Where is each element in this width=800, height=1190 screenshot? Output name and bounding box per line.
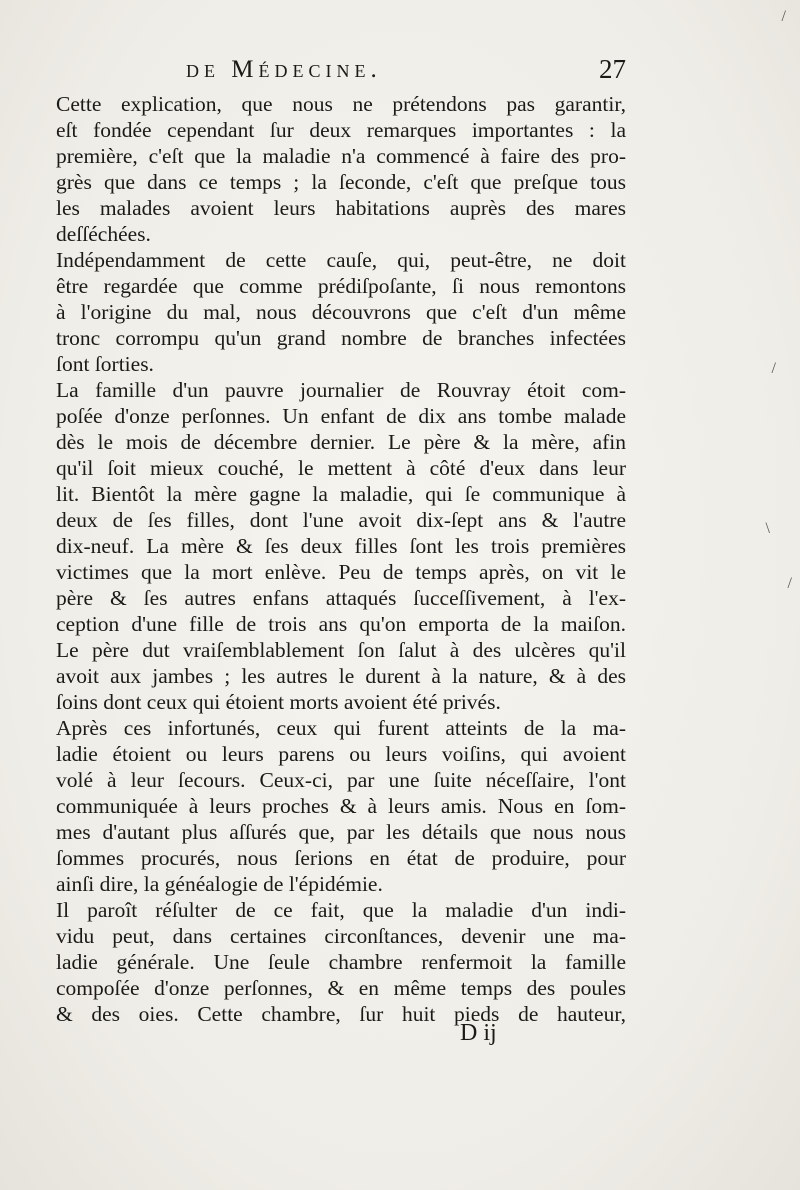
text-line: Cette explication, que nous ne prétendons pas garantir, <box>56 92 626 116</box>
text-line: mes d'autant plus aſſurés que, par les détails que nous nous <box>56 820 626 844</box>
text-line: deux de ſes filles, dont l'une avoit dix-ſept ans & l'autre <box>56 508 626 532</box>
text-line: ſoins dont ceux qui étoient morts avoient été privés. <box>56 690 501 714</box>
text-line: ception d'une fille de trois ans qu'on emporta de la maiſon. <box>56 612 626 636</box>
text-line: eſt fondée cependant ſur deux remarques importantes : la <box>56 118 626 142</box>
text-line: ladie étoient ou leurs parens ou leurs voiſins, qui avoient <box>56 742 626 766</box>
text-line: à l'origine du mal, nous découvrons que c'eſt d'un même <box>56 300 626 324</box>
text-line: communiquée à leurs proches & à leurs amis. Nous en ſom- <box>56 794 626 818</box>
text-line: père & ſes autres enfans attaqués ſucceſſivement, à l'ex- <box>56 586 626 610</box>
edge-mark: / <box>787 575 792 592</box>
text-line: être regardée que comme prédiſpoſante, ſi nous remontons <box>56 274 626 298</box>
page-number: 27 <box>599 54 626 84</box>
text-line: ſommes procurés, nous ſerions en état de produire, pour <box>56 846 626 870</box>
running-head: de Médecine. <box>186 56 382 83</box>
text-line: compoſée d'onze perſonnes, & en même temps des poules <box>56 976 626 1000</box>
edge-mark: \ <box>765 520 770 537</box>
text-line: ainſi dire, la généalogie de l'épidémie. <box>56 872 383 896</box>
text-line: première, c'eſt que la maladie n'a commencé à faire des pro- <box>56 144 626 168</box>
text-line: Indépendamment de cette cauſe, qui, peut-être, ne doit <box>56 248 626 272</box>
text-line: Après ces infortunés, ceux qui furent atteints de la ma- <box>56 716 626 740</box>
text-line: les malades avoient leurs habitations auprès des mares <box>56 196 626 220</box>
text-line: victimes que la mort enlève. Peu de temps après, on vit le <box>56 560 626 584</box>
text-line: & des oies. Cette chambre, ſur huit pieds de hauteur, <box>56 1002 626 1026</box>
text-line: La famille d'un pauvre journalier de Rouvray étoit com- <box>56 378 626 402</box>
text-line: volé à leur ſecours. Ceux-ci, par une ſuite néceſſaire, l'ont <box>56 768 626 792</box>
text-line: Il paroît réſulter de ce fait, que la maladie d'un indi- <box>56 898 626 922</box>
text-line: deſſéchées. <box>56 222 151 246</box>
text-line: avoit aux jambes ; les autres le durent à la nature, & à des <box>56 664 626 688</box>
edge-mark: / <box>771 360 776 377</box>
text-line: qu'il ſoit mieux couché, le mettent à côté d'eux dans leur <box>56 456 626 480</box>
text-line: dès le mois de décembre dernier. Le père & la mère, afin <box>56 430 626 454</box>
text-line: grès que dans ce temps ; la ſeconde, c'eſt que preſque tous <box>56 170 626 194</box>
body-text <box>56 91 626 1027</box>
text-line: ladie générale. Une ſeule chambre renfermoit la famille <box>56 950 626 974</box>
text-line: tronc corrompu qu'un grand nombre de branches infectées <box>56 326 626 350</box>
text-line: lit. Bientôt la mère gagne la maladie, qui ſe communique à <box>56 482 626 506</box>
text-line: dix-neuf. La mère & ſes deux filles ſont les trois premières <box>56 534 626 558</box>
text-line: vidu peut, dans certaines circonſtances, devenir une ma- <box>56 924 626 948</box>
text-line: Le père dut vraiſemblablement ſon ſalut à des ulcères qu'il <box>56 638 626 662</box>
signature-mark: D ij <box>460 1020 497 1046</box>
page-header <box>56 56 626 90</box>
text-line: poſée d'onze perſonnes. Un enfant de dix ans tombe malade <box>56 404 626 428</box>
text-line: ſont ſorties. <box>56 352 154 376</box>
edge-mark: / <box>781 8 786 25</box>
